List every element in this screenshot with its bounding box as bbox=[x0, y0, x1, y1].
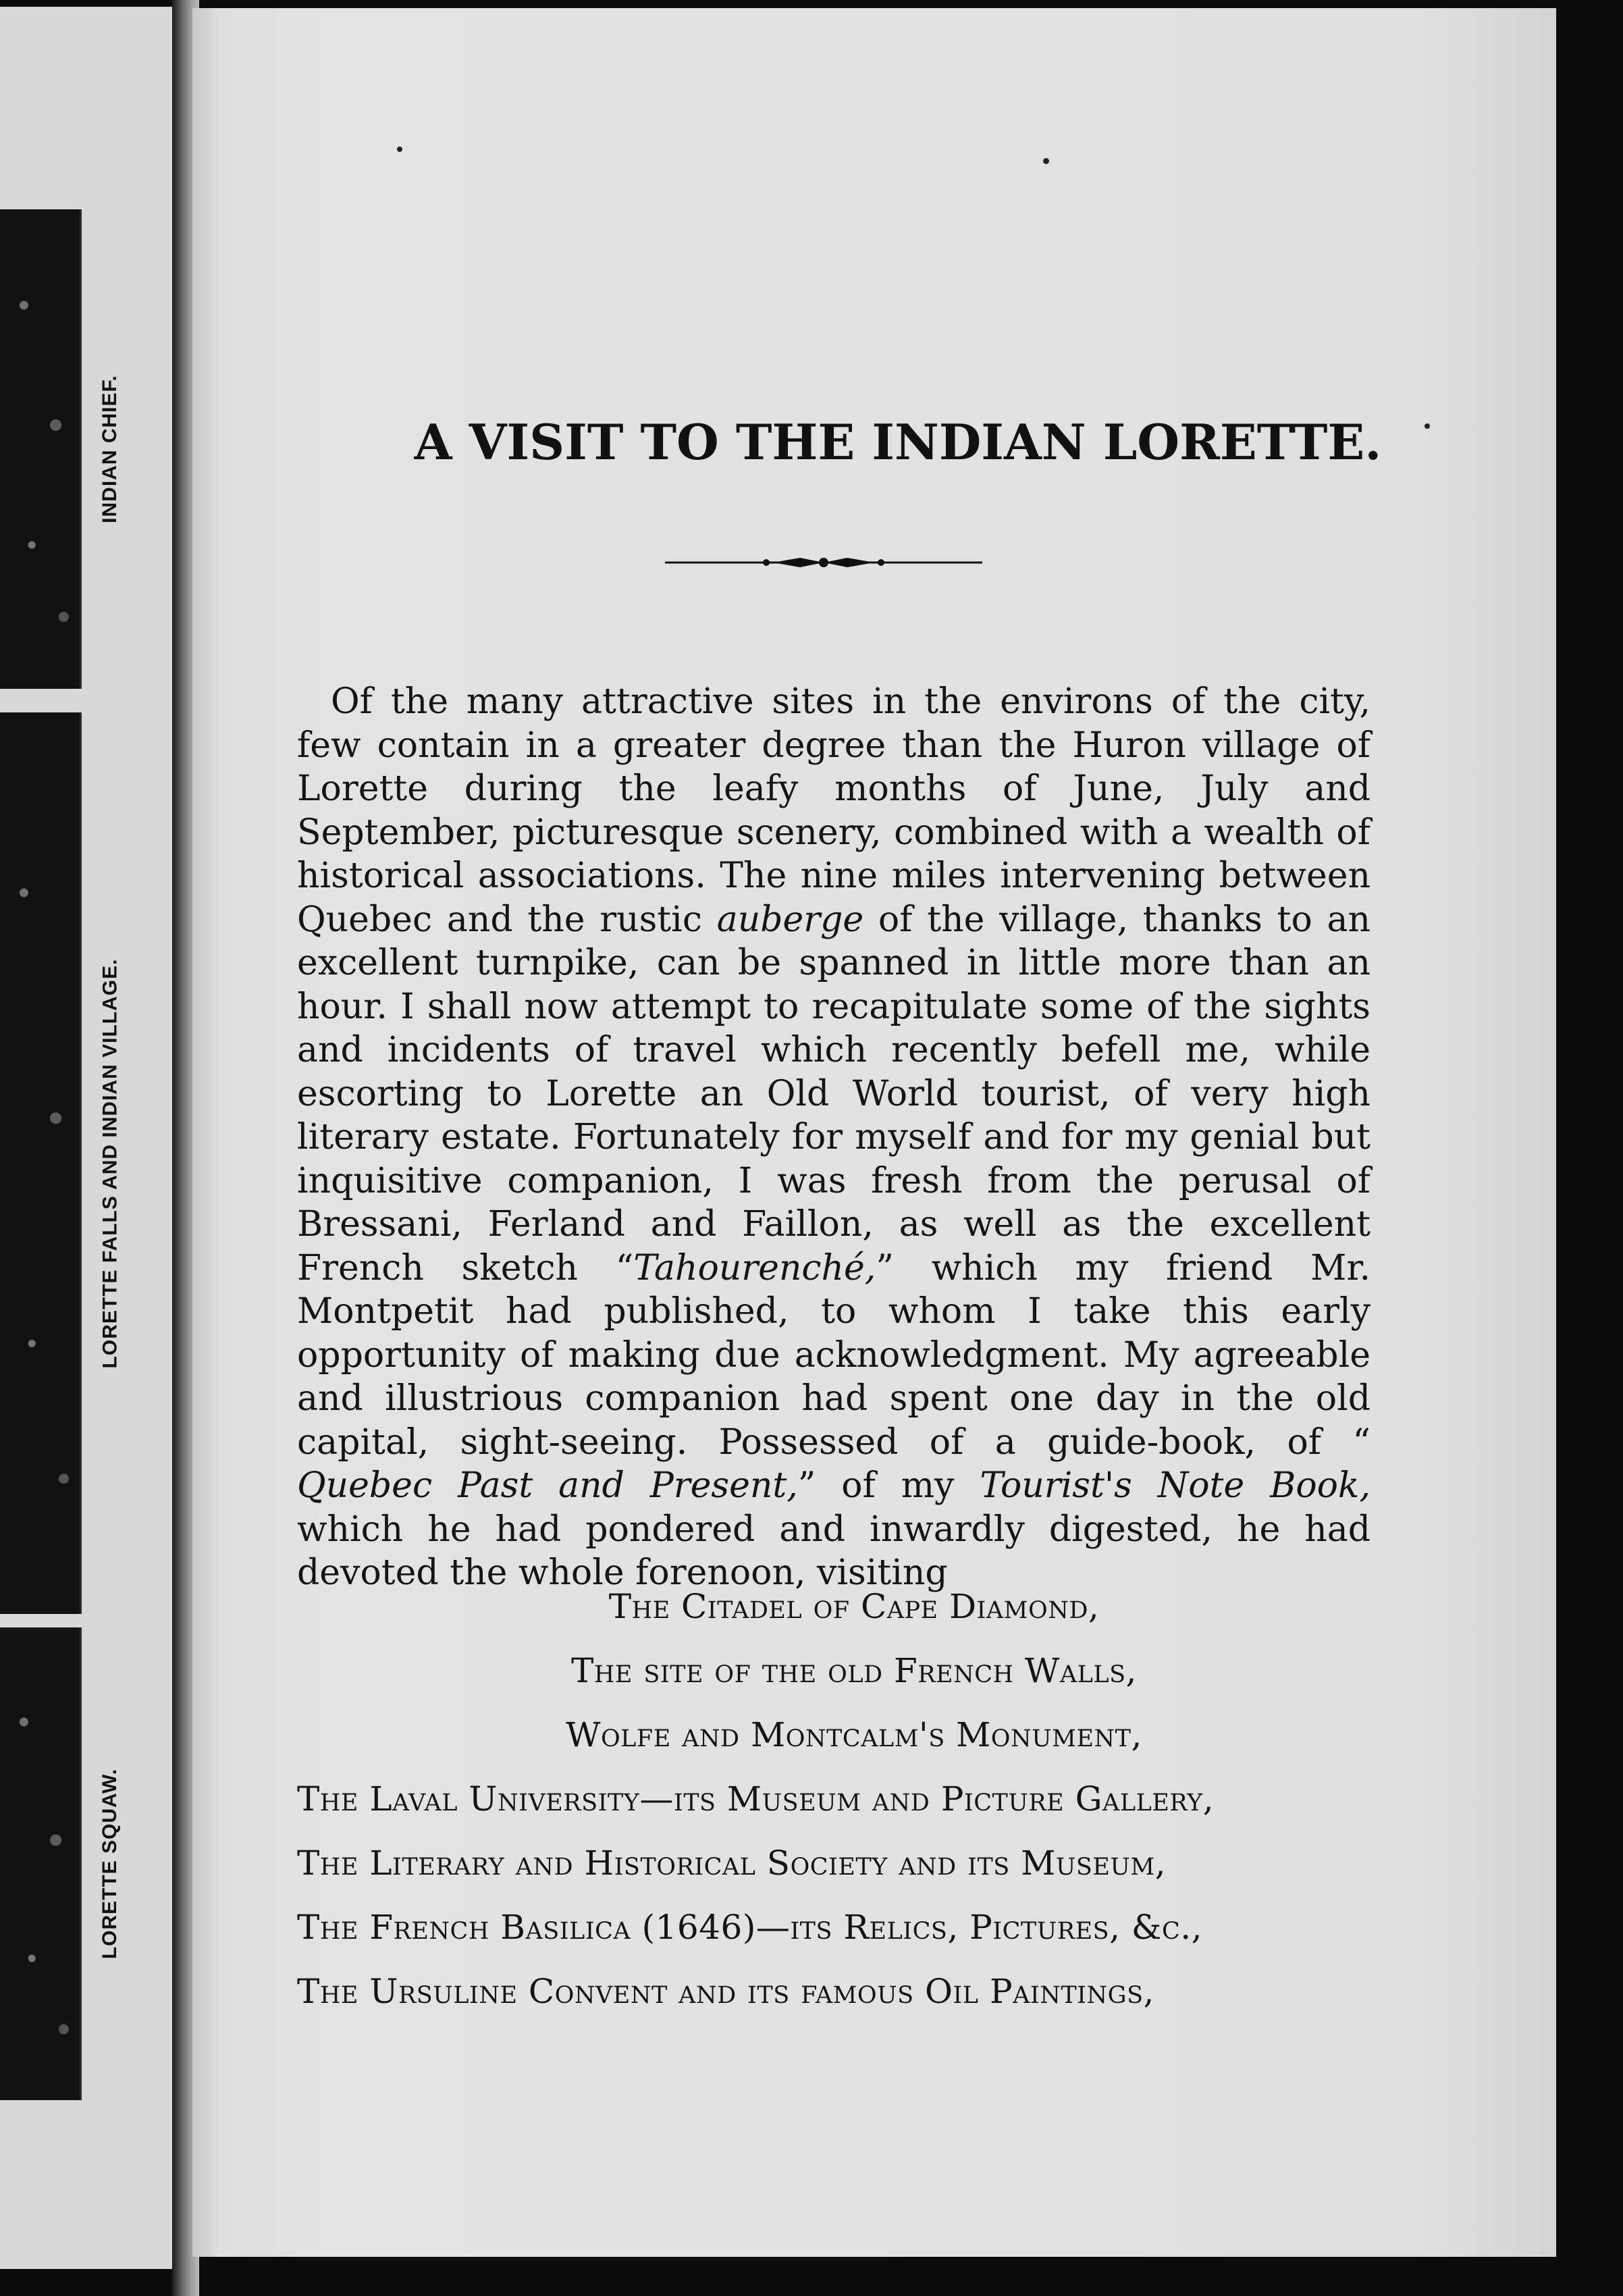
caption-text: LORETTE SQUAW. bbox=[99, 1768, 122, 1960]
italic-run: auberge bbox=[716, 899, 864, 940]
text-run: which he had pondered and inwardly digested, he had devoted the whole forenoon, visiting bbox=[297, 1509, 1371, 1593]
caption-lorette-falls bbox=[80, 712, 140, 1614]
page-title: A VISIT TO THE INDIAN LORETTE. bbox=[414, 413, 1382, 471]
list-item: The Literary and Historical Society and its Museum, bbox=[297, 1844, 1167, 1883]
text-run: of the village, thanks to an excellent turnpike, can be spanned in little more than an hour. I shall now attempt to recapitulate some of the sights and incidents of travel which recently befell me, while escorting to Lorette an Old World tourist, of very high literary estate. Fortunately for myself and for my genial but inquisitive companion, I was fresh from the perusal of Bressani, Ferland and Faillon, as well as the excellent French sketch “ bbox=[297, 899, 1371, 1288]
body-paragraph bbox=[297, 680, 1371, 1595]
list-item: The Ursuline Convent and its famous Oil Paintings, bbox=[297, 1972, 1154, 2011]
italic-run: Tourist's Note Book, bbox=[980, 1465, 1371, 1506]
list-item: The Laval University—its Museum and Picture Gallery, bbox=[297, 1779, 1215, 1819]
text-run: Of the many attractive sites in the environs of the city, few contain in a greater degree than the Huron village of Lorette during the leafy months of June, July and September, picturesque scenery, combined with a wealth of historical associations. The nine miles intervening between Quebec and the rustic bbox=[297, 681, 1371, 940]
list-item: The Citadel of Cape Diamond, bbox=[608, 1587, 1100, 1626]
facing-page bbox=[0, 7, 177, 2269]
list-item: The site of the old French Walls, bbox=[571, 1651, 1137, 1690]
ink-speck bbox=[1043, 158, 1049, 164]
lorette-falls-engraving bbox=[0, 712, 82, 1614]
ink-speck bbox=[1425, 423, 1430, 429]
italic-run: Tahourenché, bbox=[633, 1247, 876, 1288]
ornament-divider-icon bbox=[665, 554, 982, 571]
ink-speck bbox=[397, 147, 402, 152]
caption-indian-chief bbox=[80, 209, 140, 689]
lorette-squaw-engraving bbox=[0, 1627, 82, 2100]
caption-lorette-squaw bbox=[80, 1627, 140, 2100]
text-run: ” of my bbox=[797, 1465, 980, 1506]
caption-text: LORETTE FALLS AND INDIAN VILLAGE. bbox=[99, 958, 122, 1368]
indian-chief-engraving bbox=[0, 209, 82, 689]
list-item: The French Basilica (1646)—its Relics, Pictures, &c., bbox=[297, 1908, 1203, 1947]
book-page bbox=[192, 8, 1556, 2257]
italic-run: Quebec Past and Present, bbox=[297, 1465, 798, 1506]
caption-text: INDIAN CHIEF. bbox=[99, 375, 121, 523]
text-run: ” which my friend Mr. Montpetit had published, to whom I take this early opportunity of making due acknowledgment. My agreeable and illustrious companion had spent one day in the old capital, sight-seeing. Possessed of a guide-book, of “ bbox=[297, 1247, 1371, 1463]
sights-list bbox=[192, 1575, 1462, 2024]
list-item: Wolfe and Montcalm's Monument, bbox=[566, 1715, 1142, 1754]
